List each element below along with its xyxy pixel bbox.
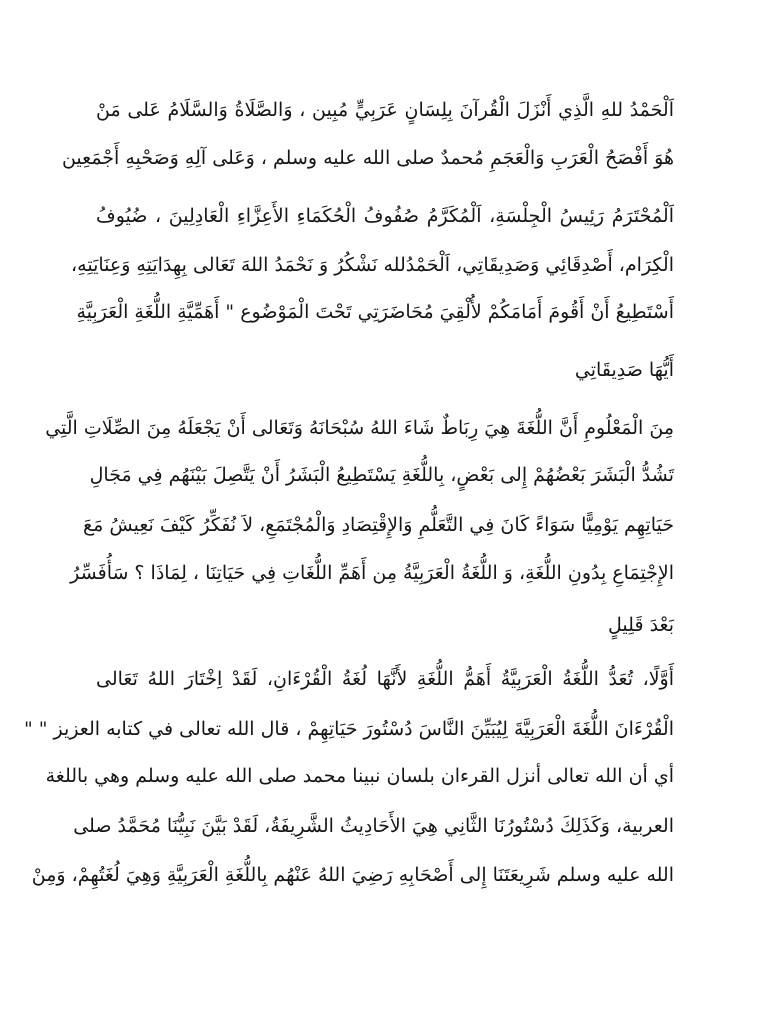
text-line: أَيُّهَا صَدِيقَاتِي [574,359,674,381]
text-line: هُوَ أَفْصَحُ الْعَرَبِ وَالْعَجَمِ مُحمدٌ صلى الله عليه وسلم ، وَعَلى آلِهِ وَصَحْبِهِ أَجْمَعِين [61,147,674,169]
text-line: حَيَاتِهِم يَوْمِيًّا سَوَاءً كَانَ فِي التَّعَلُّمِ وَالإِقْتِصَادِ وَالْمُجْتَمَعِ، لاَ نُفَكِّرُ كَيْفَ نَعِيشُ مَعَ [83,514,674,536]
text-line: أي أن الله تعالى أنزل القرءان بلسان نبينا محمد صلى الله عليه وسلم وهي باللغة [45,765,674,787]
text-line: أَسْتَطِيعُ أَنْ أَقُومَ أَمَامَكُمْ لأُلْقِيَ مُحَاضَرَتِي تَحْتَ الْمَوْضُوع " أَهَمِّيَّةِ اللُّغَةِ الْعَرَبِيَّةِ [76,301,674,323]
text-line: أَوَّلًا، تُعَدُّ اللُّغَةُ الْعَرَبِيَّةُ أَهَمُّ اللُّغَةِ لأَنَّهَا لُغَةُ الْقُرْءَانِ، لَقَدْ اِخْتَارَ اللهُ تَعَالى [96,668,674,690]
text-line: الْقُرْءَانَ اللُّغَةَ الْعَرَبِيَّةَ لِيُبَيِّنَ النَّاسَ دُسْتُورَ حَيَاتِهِمْ ، قال الله تعالى في كتابه العزيز " " [23,718,674,740]
text-line: العربية، وَكَذَلِكَ دُسْتُورُنَا الثَّانِي هِيَ الأَحَادِيثُ الشَّرِيفَةُ، لَقَدْ بَيَّنَ نَبِيُّنَا مُحَمَّدُ صلى [73,815,674,837]
text-line: الله عليه وسلم شَرِيعَتَنَا إِلى أَصْحَابِهِ رَضِيَ اللهُ عَنْهُم بِاللُّغَةِ الْعَرَبِيَّةِ وَهِيَ لُغَتُهِمْ، وَمِنْ [31,864,674,886]
text-line: الإِجْتِمَاعِ بِدُونِ اللُّغَةِ، وَ اللُّغَةُ الْعَرَبِيَّةُ مِن أَهَمِّ اللُّغَاتِ فِي حَيَاتِنَا ، لِمَاذَا ؟ سَأُفَسِّرُ [70,562,674,584]
text-line: تَشُدُّ الْبَشَرَ بَعْضُهُمْ إِلى بَعْضٍ، بِاللُّغَةِ يَسْتَطِيعُ الْبَشَرُ أَنْ يَتَّصِلَ بَيْنَهُم فِي مَجَالِ [89,464,674,486]
text-line: بَعْدَ قَلِيلٍ [608,614,674,636]
text-line: اَلْمُحْتَرَمُ رَئِيسُ الْجِلْسَةِ، اَلْمُكَرَّمُ صُفُوفُ الْحُكَمَاءِ الأَعِزَّاءِ الْعَادِلِينَ ، ضُيُوفُ [96,205,674,227]
text-line: مِنَ الْمَعْلُومِ أَنَّ اللُّغَةَ هِيَ رِبَاطٌ شَاءَ اللهُ سُبْحَانَهُ وَتَعَالى أَنْ يَجْعَلَهُ مِنَ الصِّلَاتِ الَّتِي [45,417,674,439]
text-line: اَلْحَمْدُ للهِ الَّذِي أَنْزَلَ الْقُرآنَ بِلِسَانٍ عَرَبِيٍّ مُبِين ، وَالصَّلَاةُ وَالسَّلَامُ عَلى مَنْ [96,99,674,121]
text-line: الْكِرَام، أَصْدِقَائِي وَصَدِيقَاتِي، اَلْحَمْدُلله نَشْكُرُ وَ نَحْمَدُ اللهَ تَعَالى بِهِدَايَتِهِ وَعِنَايَتِهِ، [71,254,674,276]
